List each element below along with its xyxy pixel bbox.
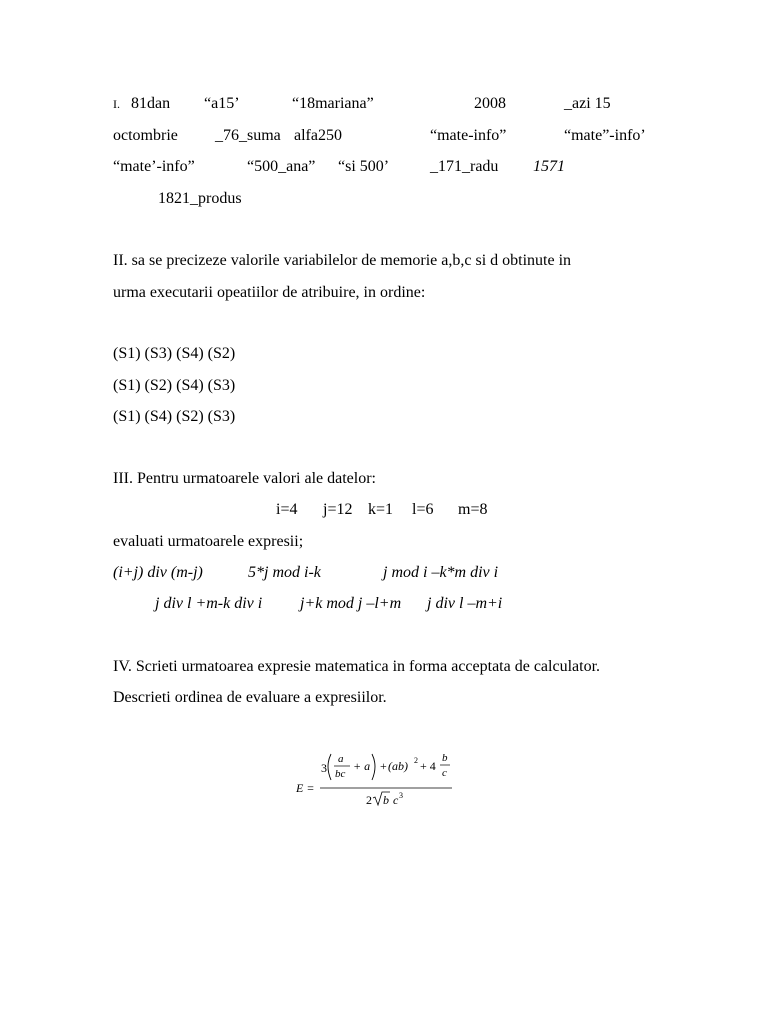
formula-lhs: E = (296, 781, 315, 795)
formula-svg (294, 748, 464, 810)
identifier-si-500: “si 500’ (338, 158, 390, 175)
frac-a-num: a (338, 753, 344, 765)
coef-3: 3 (321, 761, 327, 775)
value-i: i=4 (276, 501, 298, 518)
left-paren (328, 754, 331, 780)
section-ii-line2: urma executarii opeatiilor de atribuire, in ordine: (113, 284, 426, 301)
plus-sign: + (380, 759, 387, 773)
section-iii-line2: evaluati urmatoarele expresii; (113, 533, 304, 550)
den-exp: 3 (399, 791, 403, 800)
identifier-81dan: 81dan (131, 95, 171, 112)
identifier-mate-info-3: “mate’-info” (113, 158, 195, 175)
frac-b-den: c (442, 767, 447, 779)
section-iv-line2: Descrieti ordinea de evaluare a expresiilor. (113, 689, 387, 706)
den-c: c (393, 793, 399, 807)
den-2: 2 (366, 793, 372, 807)
order-option-3: (S1) (S4) (S2) (S3) (113, 408, 236, 425)
math-formula (294, 748, 464, 810)
identifier-500-ana: “500_ana” (247, 158, 316, 175)
identifier-1821-produs: 1821_produs (158, 190, 242, 207)
expression-3: j mod i –k*m div i (383, 564, 499, 581)
section-iii-line1: III. Pentru urmatoarele valori ale datelor: (113, 470, 376, 487)
plus-a: + a (353, 759, 371, 773)
identifier-azi15: _azi 15 (564, 95, 611, 112)
plus-4: + 4 (420, 759, 436, 773)
value-k: k=1 (368, 501, 394, 518)
identifier-mate-info-2: “mate”-info’ (564, 127, 646, 144)
identifier-alfa250: alfa250 (294, 127, 342, 144)
identifier-a15: “a15’ (204, 95, 240, 112)
value-l: l=6 (412, 501, 434, 518)
identifier-2008: 2008 (474, 95, 506, 112)
identifier-octombrie: octombrie (113, 127, 178, 144)
expression-2: 5*j mod i-k (248, 564, 321, 581)
den-b: b (383, 793, 389, 807)
value-j: j=12 (323, 501, 353, 518)
identifier-76-suma: _76_suma (215, 127, 281, 144)
roman-i-dot: . (117, 97, 120, 111)
ab-square: 2 (414, 756, 418, 765)
identifier-171-radu: _171_radu (430, 158, 499, 175)
section-iv-line1: IV. Scrieti urmatoarea expresie matematica in forma acceptata de calculator. (113, 658, 601, 675)
ab-term: (ab) (388, 759, 408, 773)
frac-a-den: bc (335, 768, 346, 780)
identifier-1571: 1571 (533, 158, 565, 175)
roman-numeral-i (113, 95, 120, 113)
identifier-mate-info: “mate-info” (430, 127, 507, 144)
expression-1: (i+j) div (m-j) (113, 564, 203, 581)
section-ii-line1: II. sa se precizeze valorile variabilelor de memorie a,b,c si d obtinute in (113, 252, 572, 269)
order-option-1: (S1) (S3) (S4) (S2) (113, 345, 236, 362)
expression-5: j+k mod j –l+m (300, 595, 402, 612)
expression-6: j div l –m+i (427, 595, 503, 612)
roman-i-text: I (113, 97, 117, 111)
identifier-18mariana: “18mariana” (292, 95, 374, 112)
order-option-2: (S1) (S2) (S4) (S3) (113, 377, 236, 394)
frac-b-num: b (442, 752, 448, 764)
right-paren (372, 754, 375, 780)
value-m: m=8 (458, 501, 488, 518)
expression-4: j div l +m-k div i (155, 595, 263, 612)
